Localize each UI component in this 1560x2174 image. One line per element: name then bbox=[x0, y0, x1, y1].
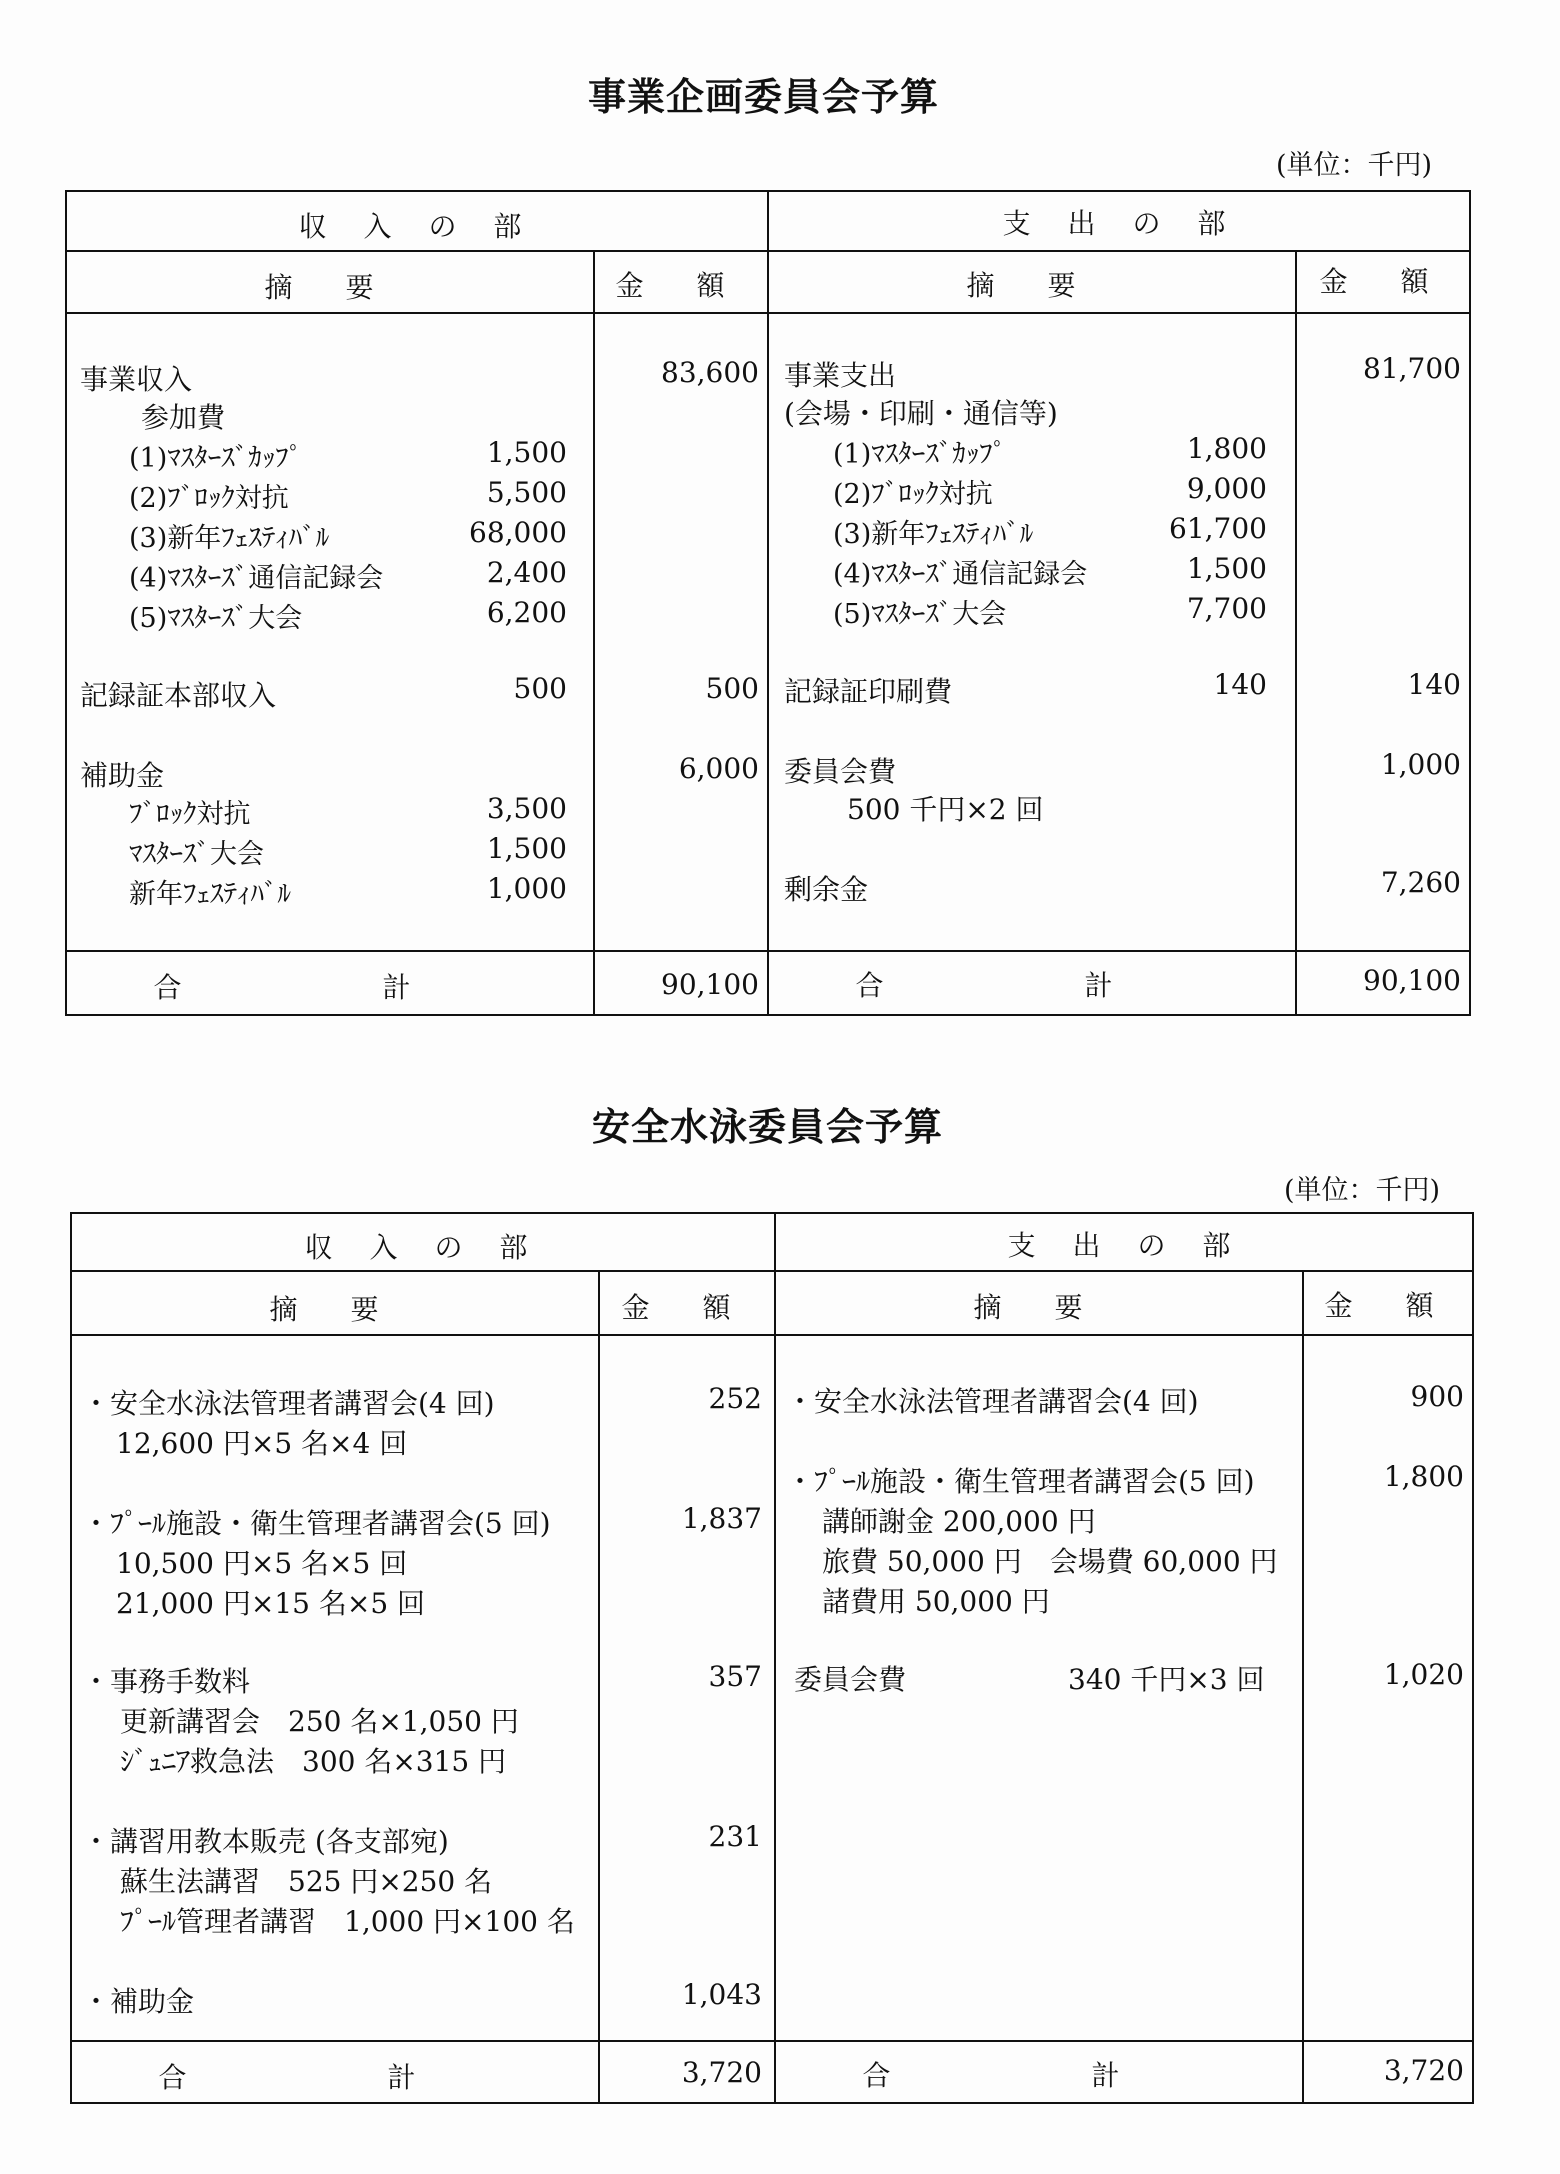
income-sub-amount: 1,500 bbox=[486, 832, 567, 865]
anzen-table bbox=[70, 1212, 1474, 2104]
income-label: 10,500 円×5 名×5 回 bbox=[116, 1547, 408, 1580]
income-total-label: 合 計 bbox=[158, 2061, 512, 2094]
income-amount: 231 bbox=[708, 1820, 762, 1853]
expense-sub-amount: 61,700 bbox=[1169, 512, 1267, 545]
income-sub-amount: 3,500 bbox=[486, 792, 567, 825]
income-sub-amount: 1,500 bbox=[486, 436, 567, 469]
income-label: 事業収入 bbox=[80, 363, 193, 396]
expense-amount: 140 bbox=[1407, 668, 1461, 701]
expense-total-label: 合 計 bbox=[855, 969, 1209, 1002]
income-amount: 1,837 bbox=[681, 1502, 762, 1535]
expense-desc-header: 摘 要 bbox=[966, 269, 1098, 302]
expense-sub-amount: 1,800 bbox=[1186, 432, 1267, 465]
income-amount: 83,600 bbox=[661, 356, 759, 389]
income-label: (2)ﾌﾞﾛｯｸ対抗 bbox=[129, 483, 289, 514]
income-sub-amount: 5,500 bbox=[486, 476, 567, 509]
expense-amount: 7,260 bbox=[1380, 866, 1461, 899]
income-label: 新年ﾌｪｽﾃｨﾊﾞﾙ bbox=[129, 879, 291, 910]
expense-label: 500 千円×2 回 bbox=[847, 793, 1044, 826]
income-sub-amount: 500 bbox=[513, 672, 567, 705]
expense-label: 旅費 50,000 円 会場費 60,000 円 bbox=[822, 1545, 1278, 1578]
expense-total-label: 合 計 bbox=[862, 2059, 1216, 2092]
expense-label: 委員会費 bbox=[794, 1663, 907, 1696]
expense-sub-amount: 340 千円×3 回 bbox=[1068, 1663, 1265, 1696]
income-label: (3)新年ﾌｪｽﾃｨﾊﾞﾙ bbox=[129, 523, 330, 554]
income-label: 蘇生法講習 525 円×250 名 bbox=[120, 1865, 493, 1898]
income-label: ・ﾌﾟｰﾙ施設・衛生管理者講習会(5 回) bbox=[82, 1507, 551, 1540]
expense-label: 剰余金 bbox=[784, 873, 869, 906]
jigyo-title: 事業企画委員会予算 bbox=[588, 75, 940, 119]
income-amount: 6,000 bbox=[678, 752, 759, 785]
income-amount: 357 bbox=[708, 1660, 762, 1693]
income-label: ・講習用教本販売 (各支部宛) bbox=[82, 1825, 449, 1858]
expense-label: 講師謝金 200,000 円 bbox=[822, 1505, 1096, 1538]
expense-amount-header: 金 額 bbox=[1324, 1289, 1456, 1322]
income-desc-header: 摘 要 bbox=[264, 271, 396, 304]
expense-label: (1)ﾏｽﾀｰｽﾞｶｯﾌﾟ bbox=[833, 439, 1007, 470]
expense-total: 90,100 bbox=[1363, 964, 1461, 997]
income-label: ・安全水泳法管理者講習会(4 回) bbox=[82, 1387, 495, 1420]
expense-amount-header: 金 額 bbox=[1319, 265, 1451, 298]
income-header: 収 入 の 部 bbox=[304, 1231, 542, 1264]
jigyo-unit: (単位：千円) bbox=[1276, 150, 1433, 181]
income-amount: 252 bbox=[708, 1382, 762, 1415]
income-amount-header: 金 額 bbox=[621, 1291, 753, 1324]
income-label: 参加費 bbox=[141, 401, 226, 434]
expense-total: 3,720 bbox=[1383, 2054, 1464, 2087]
expense-amount: 81,700 bbox=[1363, 352, 1461, 385]
income-sub-amount: 1,000 bbox=[486, 872, 567, 905]
expense-amount: 1,000 bbox=[1380, 748, 1461, 781]
expense-label: ・安全水泳法管理者講習会(4 回) bbox=[786, 1385, 1199, 1418]
income-label: 12,600 円×5 名×4 回 bbox=[116, 1427, 408, 1460]
income-desc-header: 摘 要 bbox=[269, 1293, 401, 1326]
income-label: ・事務手数料 bbox=[82, 1665, 251, 1698]
income-sub-amount: 6,200 bbox=[486, 596, 567, 629]
expense-label: (5)ﾏｽﾀｰｽﾞ大会 bbox=[833, 599, 1007, 630]
income-sub-amount: 68,000 bbox=[469, 516, 567, 549]
income-label: 21,000 円×15 名×5 回 bbox=[116, 1587, 426, 1620]
income-label: ﾌﾞﾛｯｸ対抗 bbox=[129, 799, 251, 830]
income-amount: 1,043 bbox=[681, 1978, 762, 2011]
expense-label: 事業支出 bbox=[784, 359, 897, 392]
income-label: ｼﾞｭﾆｱ救急法 300 名×315 円 bbox=[120, 1745, 507, 1778]
income-label: 記録証本部収入 bbox=[80, 679, 277, 712]
income-label: 補助金 bbox=[80, 759, 165, 792]
income-amount: 500 bbox=[705, 672, 759, 705]
expense-sub-amount: 7,700 bbox=[1186, 592, 1267, 625]
income-label: (4)ﾏｽﾀｰｽﾞ通信記録会 bbox=[129, 563, 384, 594]
expense-label: (4)ﾏｽﾀｰｽﾞ通信記録会 bbox=[833, 559, 1088, 590]
expense-header: 支 出 の 部 bbox=[1007, 1229, 1245, 1262]
income-total-label: 合 計 bbox=[153, 971, 507, 1004]
expense-amount: 900 bbox=[1410, 1380, 1464, 1413]
income-header: 収 入 の 部 bbox=[298, 210, 536, 243]
expense-header: 支 出 の 部 bbox=[1002, 207, 1240, 240]
expense-sub-amount: 140 bbox=[1213, 668, 1267, 701]
expense-label: (2)ﾌﾞﾛｯｸ対抗 bbox=[833, 479, 993, 510]
expense-amount: 1,020 bbox=[1383, 1658, 1464, 1691]
anzen-title: 安全水泳委員会予算 bbox=[592, 1105, 944, 1149]
income-label: 更新講習会 250 名×1,050 円 bbox=[120, 1705, 519, 1738]
income-total: 3,720 bbox=[681, 2056, 762, 2089]
expense-amount: 1,800 bbox=[1383, 1460, 1464, 1493]
expense-label: 記録証印刷費 bbox=[784, 675, 953, 708]
income-total: 90,100 bbox=[661, 968, 759, 1001]
jigyo-table bbox=[65, 190, 1471, 1016]
expense-sub-amount: 9,000 bbox=[1186, 472, 1267, 505]
income-label: ﾌﾟｰﾙ管理者講習 1,000 円×100 名 bbox=[120, 1905, 575, 1938]
expense-label: ・ﾌﾟｰﾙ施設・衛生管理者講習会(5 回) bbox=[786, 1465, 1255, 1498]
anzen-unit: (単位：千円) bbox=[1284, 1175, 1441, 1206]
income-label: ﾏｽﾀｰｽﾞ大会 bbox=[129, 839, 264, 870]
expense-label: (会場・印刷・通信等) bbox=[784, 397, 1058, 430]
income-sub-amount: 2,400 bbox=[486, 556, 567, 589]
expense-label: 委員会費 bbox=[784, 755, 897, 788]
expense-sub-amount: 1,500 bbox=[1186, 552, 1267, 585]
income-label: ・補助金 bbox=[82, 1985, 195, 2018]
expense-desc-header: 摘 要 bbox=[973, 1291, 1105, 1324]
income-label: (1)ﾏｽﾀｰｽﾞｶｯﾌﾟ bbox=[129, 443, 303, 474]
income-amount-header: 金 額 bbox=[615, 269, 747, 302]
expense-label: 諸費用 50,000 円 bbox=[822, 1585, 1050, 1618]
expense-label: (3)新年ﾌｪｽﾃｨﾊﾞﾙ bbox=[833, 519, 1034, 550]
income-label: (5)ﾏｽﾀｰｽﾞ大会 bbox=[129, 603, 303, 634]
